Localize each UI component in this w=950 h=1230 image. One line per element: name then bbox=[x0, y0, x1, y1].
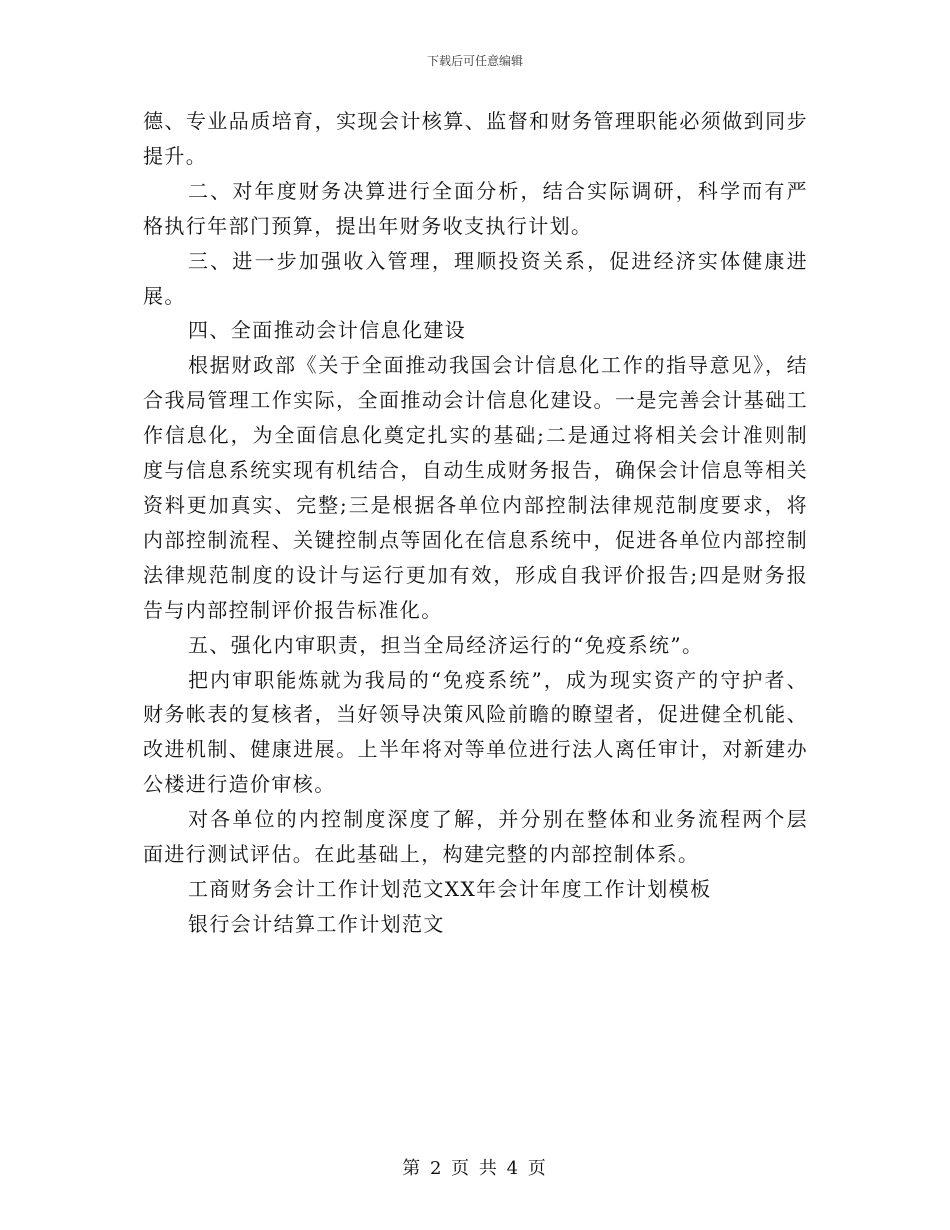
paragraph-3: 三、进一步加强收入管理，理顺投资关系，促进经济实体健康进展。 bbox=[143, 248, 808, 308]
page-footer: 第 2 页 共 4 页 bbox=[402, 1158, 548, 1179]
section-heading-5: 五、强化内审职责，担当全局经济运行的“免疫系统”。 bbox=[188, 632, 704, 657]
related-link-1: 工商财务会计工作计划范文XX年会计年度工作计划模板 bbox=[188, 876, 712, 901]
paragraph-1: 德、专业品质培育，实现会计核算、监督和财务管理职能必须做到同步提升。 bbox=[143, 109, 808, 168]
document-body bbox=[143, 104, 808, 942]
page-header: 下载后可任意编辑 bbox=[426, 54, 523, 68]
paragraph-7: 把内审职能炼就为我局的“免疫系统”，成为现实资产的守护者、财务帐表的复核者，当好领导决策风险前瞻的瞭望者，促进健全机能、改进机制、健康进展。上半年将对等单位进行法人离任审计，对新建办公楼进行造价审核。 bbox=[143, 667, 808, 797]
related-link-2: 银行会计结算工作计划范文 bbox=[188, 911, 445, 936]
paragraph-5: 根据财政部《关于全面推动我国会计信息化工作的指导意见》，结合我局管理工作实际，全面推动会计信息化建设。一是完善会计基础工作信息化，为全面信息化奠定扎实的基础;二是通过将相关会计准则制度与信息系统实现有机结合，自动生成财务报告，确保会计信息等相关资料更加真实、完整;三是根据各单位内部控制法律规范制度要求，将内部控制流程、关键控制点等固化在信息系统中，促进各单位内部控制法律规范制度的设计与运行更加有效，形成自我评价报告;四是财务报告与内部控制评价报告标准化。 bbox=[143, 353, 808, 622]
section-heading-4: 四、全面推动会计信息化建设 bbox=[188, 318, 467, 343]
paragraph-8: 对各单位的内控制度深度了解，并分别在整体和业务流程两个层面进行测试评估。在此基础上，构建完整的内部控制体系。 bbox=[143, 807, 808, 867]
paragraph-2: 二、对年度财务决算进行全面分析，结合实际调研，科学而有严格执行年部门预算，提出年财务收支执行计划。 bbox=[143, 178, 808, 238]
